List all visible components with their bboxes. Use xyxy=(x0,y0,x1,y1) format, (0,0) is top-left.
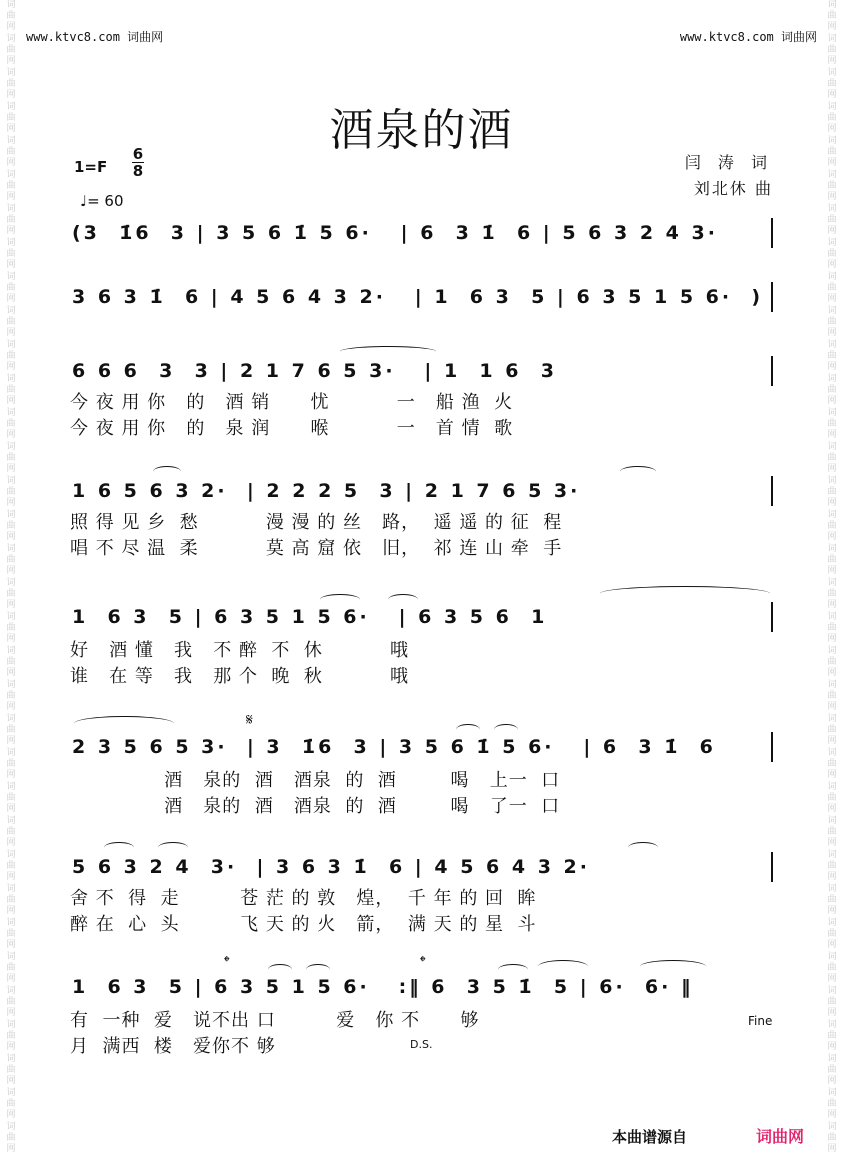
song-title: 酒泉的酒 xyxy=(329,105,514,156)
side-watermark-text: 词 曲 网 xyxy=(6,510,16,542)
side-watermark-text: 词 曲 网 xyxy=(827,170,837,202)
slur xyxy=(340,346,436,357)
lyric-verse1-line5: 舍 不 得 走 苍 茫 的 敦 煌， 千 年 的 回 眸 xyxy=(70,888,537,909)
side-watermark-text: 词 曲 网 xyxy=(827,272,837,304)
side-watermark-text: 词 曲 网 xyxy=(6,646,16,678)
lyric-verse2-line3: 谁 在 等 我 那 个 晚 秋 哦 xyxy=(70,666,410,687)
side-watermark-text: 词 曲 网 xyxy=(827,442,837,474)
side-watermark-text: 词 曲 网 xyxy=(827,68,837,100)
side-watermark-text: 词 曲 网 xyxy=(827,510,837,542)
lyric-verse2-line1: 今 夜 用 你 的 泉 润 喉 一 首 情 歌 xyxy=(70,418,514,439)
side-watermark-text: 词 曲 网 xyxy=(6,952,16,984)
notation-4: 1 6 5 6 3 2· | 2 2 2 5 3 | 2 1 7 6 5 3· xyxy=(72,480,581,502)
lyric-verse1-line4: 酒 泉的 酒 酒泉 的 酒 喝 上一 口 xyxy=(70,770,561,791)
barline xyxy=(771,732,773,762)
side-watermark-text: 词 曲 网 xyxy=(6,102,16,134)
coda-sign: 𝄌 xyxy=(224,952,230,971)
side-watermark-text: 词 曲 网 xyxy=(827,748,837,780)
lyric-verse2-line2: 唱 不 尽 温 柔 莫 高 窟 依 旧， 祁 连 山 牵 手 xyxy=(70,538,563,559)
side-watermark-text: 词 曲 网 xyxy=(827,918,837,950)
side-watermark-text: 词 曲 网 xyxy=(6,204,16,236)
side-watermark-text: 词 曲 网 xyxy=(827,1054,837,1086)
side-watermark-text: 词 曲 网 xyxy=(6,884,16,916)
tempo-marking: ♩= 60 xyxy=(80,192,124,210)
phrase-slur xyxy=(600,586,770,601)
slur xyxy=(388,594,418,605)
slur xyxy=(158,842,188,853)
slur xyxy=(628,842,658,853)
side-watermark-text: 词 曲 网 xyxy=(827,238,837,270)
barline xyxy=(771,356,773,386)
side-watermark-text: 词 曲 网 xyxy=(6,238,16,270)
side-watermark-text: 词 曲 网 xyxy=(6,782,16,814)
barline xyxy=(771,852,773,882)
side-watermark-text: 词 曲 网 xyxy=(827,306,837,338)
side-watermark-text: 词 曲 网 xyxy=(6,816,16,848)
lyric-verse1-line6: 有 一种 爱 说不出 口 爱 你 不 够 xyxy=(70,1010,480,1031)
lyric-verse1-line3: 好 酒 懂 我 不 醉 不 休 哦 xyxy=(70,640,410,661)
lyric-verse2-line4: 酒 泉的 酒 酒泉 的 酒 喝 了一 口 xyxy=(70,796,561,817)
side-watermark-text: 词 曲 网 xyxy=(827,340,837,372)
side-watermark-text: 词 曲 网 xyxy=(6,544,16,576)
side-watermark-text: 词 曲 网 xyxy=(827,476,837,508)
side-watermark-text: 词 曲 网 xyxy=(827,544,837,576)
composer-credit: 刘北休 曲 xyxy=(693,179,773,198)
notation-3: 6 6 6 3 3 | 2 1 7 6 5 3· | 1 1 6 3 xyxy=(72,360,557,382)
side-watermark-text: 词 曲 网 xyxy=(6,850,16,882)
side-watermark-text: 词 曲 网 xyxy=(827,782,837,814)
side-watermark-text: 词 曲 网 xyxy=(6,340,16,372)
side-watermark-text: 词 曲 网 xyxy=(6,272,16,304)
side-watermark-text: 词 曲 网 xyxy=(6,748,16,780)
side-watermark-text: 词 曲 网 xyxy=(827,952,837,984)
side-watermark-text: 词 曲 网 xyxy=(827,850,837,882)
notation-7: 5 6 3 2 4 3· | 3 6 3 1̇ 6 | 4 5 6 4 3 2· xyxy=(72,856,590,878)
side-watermark-text: 词 曲 网 xyxy=(827,1020,837,1052)
time-signature-top: 6 xyxy=(132,145,144,163)
side-watermark-text: 词 曲 网 xyxy=(6,68,16,100)
side-watermark-text: 词 曲 网 xyxy=(6,578,16,610)
notation-1: (3 1̇6 3 | 3 5 6 1̇ 5 6· | 6 3 1̇ 6 | 5 6 3 2 4 3· xyxy=(72,222,718,244)
lyric-verse1-line1: 今 夜 用 你 的 酒 销 忧 一 船 渔 火 xyxy=(70,392,514,413)
time-signature-bottom: 8 xyxy=(132,162,144,180)
side-watermark-text: 词 曲 网 xyxy=(6,306,16,338)
lyricist-credit: 闫 涛 词 xyxy=(684,153,773,172)
side-watermark-text: 词 曲 网 xyxy=(6,374,16,406)
side-watermark-text: 词 曲 网 xyxy=(6,408,16,440)
side-watermark-text: 词 曲 网 xyxy=(827,136,837,168)
side-watermark-text: 词 曲 网 xyxy=(827,408,837,440)
side-watermark-text: 词 曲 网 xyxy=(827,374,837,406)
notation-2: 3 6 3 1̇ 6 | 4 5 6 4 3 2· | 1 6 3 5 | 6 3 5 1 5 6· ) xyxy=(72,286,764,308)
barline xyxy=(771,602,773,632)
side-watermark-text: 词 曲 网 xyxy=(6,442,16,474)
side-watermark-text: 词 曲 网 xyxy=(827,102,837,134)
side-watermark-text: 词 曲 网 xyxy=(827,204,837,236)
phrase-slur xyxy=(74,716,174,731)
side-watermark-text: 词 曲 网 xyxy=(6,1122,16,1154)
slur xyxy=(268,964,292,975)
slur xyxy=(494,724,518,735)
side-watermark-text: 词 曲 网 xyxy=(6,170,16,202)
key-signature: 1=F xyxy=(74,158,108,176)
side-watermark-text: 词 曲 网 xyxy=(6,680,16,712)
segno-sign: 𝄋 xyxy=(246,710,253,729)
side-watermark-text: 词 曲 网 xyxy=(6,714,16,746)
side-watermark-text: 词 曲 网 xyxy=(827,986,837,1018)
slur xyxy=(498,964,528,975)
fine-marking: Fine xyxy=(748,1014,773,1028)
side-watermark-text: 词 曲 网 xyxy=(827,680,837,712)
slur xyxy=(456,724,480,735)
time-signature xyxy=(132,146,144,179)
score-row-2 xyxy=(60,286,790,322)
side-watermark-text: 词 曲 网 xyxy=(827,0,837,32)
slur xyxy=(320,594,360,605)
side-watermark-text: 词 曲 网 xyxy=(827,1088,837,1120)
ds-marking: D.S. xyxy=(410,1038,433,1051)
side-watermark-text: 词 曲 网 xyxy=(827,1122,837,1154)
notation-6: 2 3 5 6 5 3· | 3 1̇6 3 | 3 5 6 1̇ 5 6· | 6 3 1̇ 6 xyxy=(72,736,716,758)
slur xyxy=(306,964,330,975)
side-watermark-text: 词 曲 网 xyxy=(6,136,16,168)
score-row-1 xyxy=(60,222,790,258)
left-watermark-strip xyxy=(0,0,22,1172)
side-watermark-text: 词 曲 网 xyxy=(6,1020,16,1052)
slur xyxy=(538,960,588,973)
barline xyxy=(771,282,773,312)
barline xyxy=(771,476,773,506)
side-watermark-text: 词 曲 网 xyxy=(6,612,16,644)
lyric-verse2-line5: 醉 在 心 头 飞 天 的 火 箭， 满 天 的 星 斗 xyxy=(70,914,537,935)
side-watermark-text: 词 曲 网 xyxy=(6,476,16,508)
notation-8: 1 6 3 5 | 6 3 5 1 5 6· :‖ 6 3 5 1̇ 5 | 6· 6· ‖ xyxy=(72,976,694,998)
right-watermark-strip xyxy=(821,0,843,1172)
slur xyxy=(640,960,706,973)
barline xyxy=(771,218,773,248)
slur xyxy=(620,466,656,477)
side-watermark-text: 词 曲 网 xyxy=(6,34,16,66)
side-watermark-text: 词 曲 网 xyxy=(6,918,16,950)
lyric-verse1-line2: 照 得 见 乡 愁 漫 漫 的 丝 路， 遥 遥 的 征 程 xyxy=(70,512,563,533)
site-url-right: www.ktvc8.com 词曲网 xyxy=(679,30,817,44)
side-watermark-text: 词 曲 网 xyxy=(6,1088,16,1120)
side-watermark-text: 词 曲 网 xyxy=(827,816,837,848)
notation-5: 1 6 3 5 | 6 3 5 1 5 6· | 6 3 5 6 1 xyxy=(72,606,548,628)
source-site: 词曲网 xyxy=(756,1127,805,1146)
side-watermark-text: 词 曲 网 xyxy=(827,34,837,66)
side-watermark-text: 词 曲 网 xyxy=(827,884,837,916)
side-watermark-text: 词 曲 网 xyxy=(827,714,837,746)
side-watermark-text: 词 曲 网 xyxy=(827,646,837,678)
slur xyxy=(104,842,134,853)
site-url-left: www.ktvc8.com 词曲网 xyxy=(26,30,164,44)
coda-sign: 𝄌 xyxy=(420,952,426,971)
lyric-verse2-line6: 月 满西 楼 爱你不 够 xyxy=(70,1036,276,1057)
slur xyxy=(153,466,181,477)
side-watermark-text: 词 曲 网 xyxy=(6,0,16,32)
side-watermark-text: 词 曲 网 xyxy=(827,612,837,644)
side-watermark-text: 词 曲 网 xyxy=(6,986,16,1018)
source-label: 本曲谱源自 xyxy=(612,1128,688,1146)
side-watermark-text: 词 曲 网 xyxy=(827,578,837,610)
side-watermark-text: 词 曲 网 xyxy=(6,1054,16,1086)
